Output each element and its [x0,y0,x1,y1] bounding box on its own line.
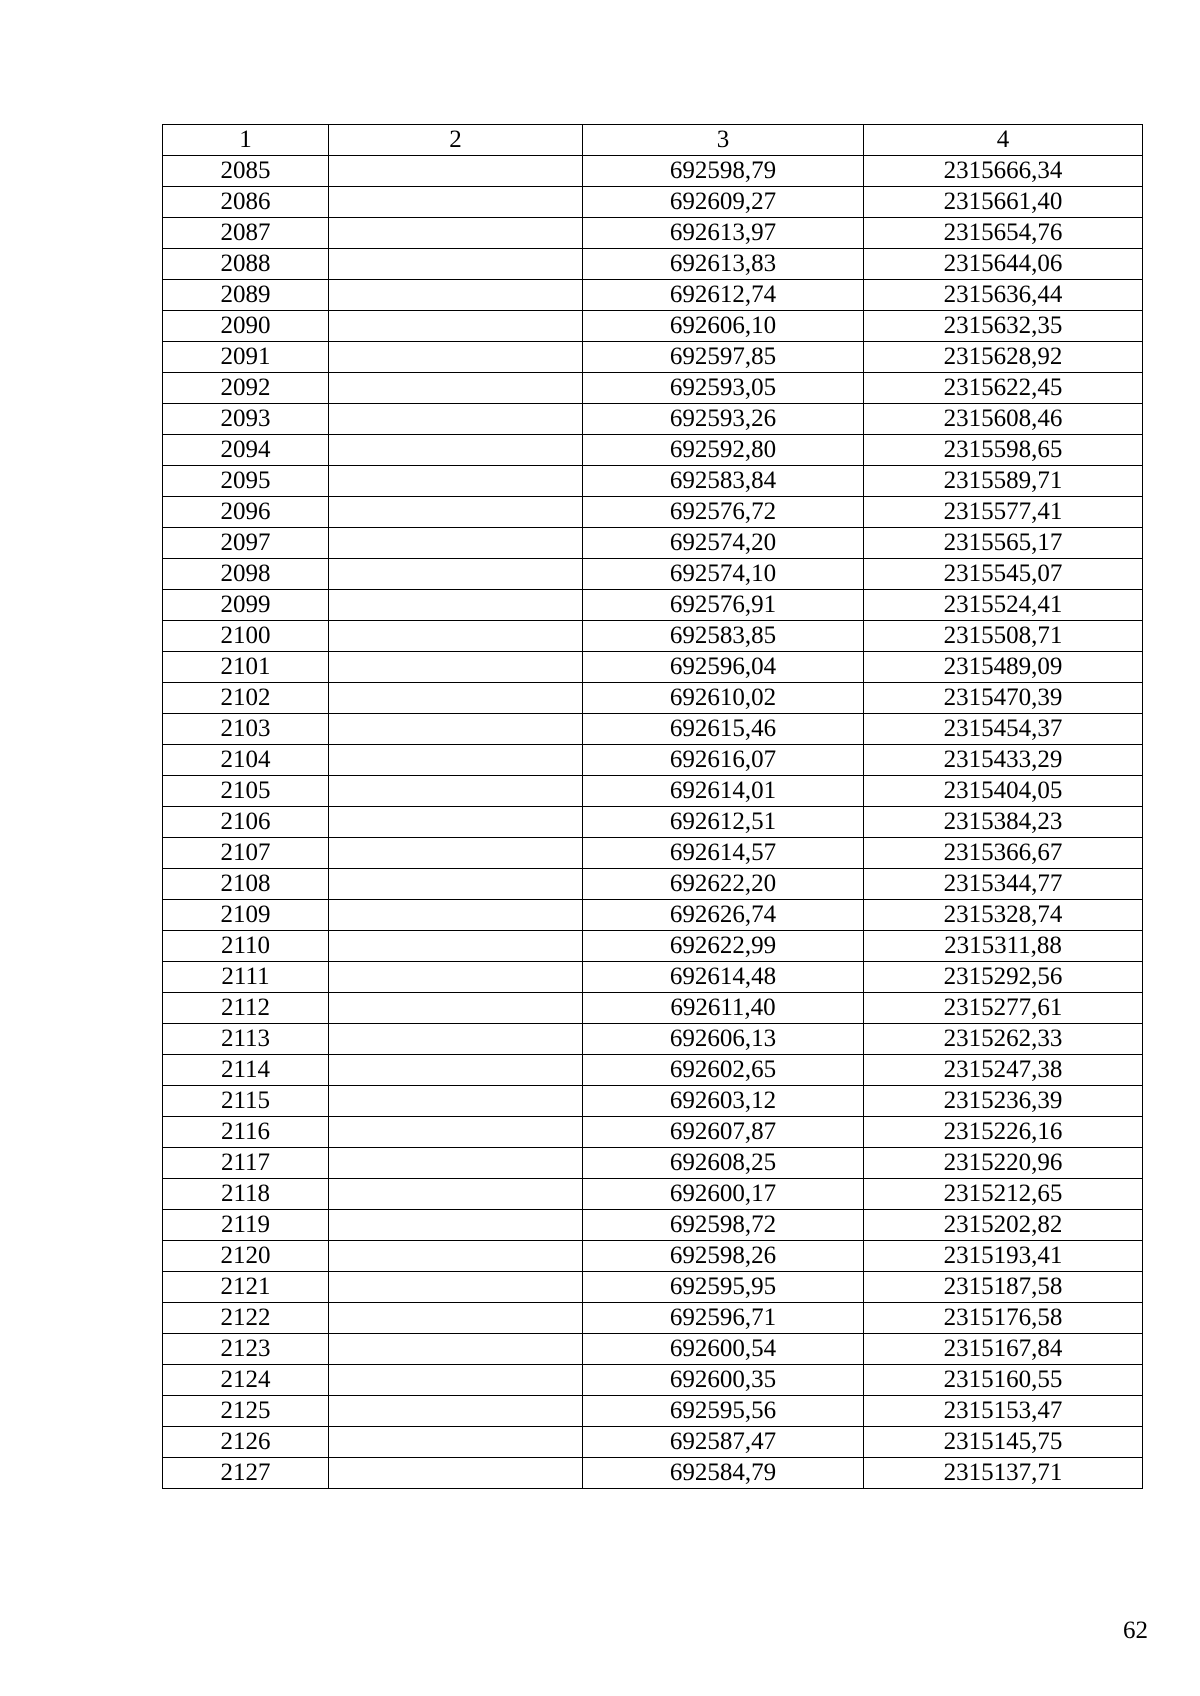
x-coordinate-cell: 692610,02 [583,683,864,714]
column-2-cell [329,187,583,218]
column-2-cell [329,156,583,187]
y-coordinate-cell: 2315160,55 [864,1365,1143,1396]
column-header-3: 3 [583,125,864,156]
x-coordinate-cell: 692596,71 [583,1303,864,1334]
table-row [163,1241,1143,1272]
point-number-cell: 2107 [163,838,329,869]
table-row [163,1210,1143,1241]
point-number-cell: 2122 [163,1303,329,1334]
table-row [163,342,1143,373]
column-2-cell [329,1427,583,1458]
point-number-cell: 2126 [163,1427,329,1458]
y-coordinate-cell: 2315328,74 [864,900,1143,931]
x-coordinate-cell: 692622,20 [583,869,864,900]
column-2-cell [329,1086,583,1117]
x-coordinate-cell: 692600,35 [583,1365,864,1396]
y-coordinate-cell: 2315212,65 [864,1179,1143,1210]
column-2-cell [329,1117,583,1148]
x-coordinate-cell: 692574,10 [583,559,864,590]
point-number-cell: 2117 [163,1148,329,1179]
point-number-cell: 2111 [163,962,329,993]
point-number-cell: 2090 [163,311,329,342]
y-coordinate-cell: 2315666,34 [864,156,1143,187]
x-coordinate-cell: 692600,17 [583,1179,864,1210]
y-coordinate-cell: 2315644,06 [864,249,1143,280]
column-2-cell [329,931,583,962]
column-2-cell [329,1396,583,1427]
y-coordinate-cell: 2315236,39 [864,1086,1143,1117]
column-2-cell [329,435,583,466]
point-number-cell: 2105 [163,776,329,807]
point-number-cell: 2098 [163,559,329,590]
point-number-cell: 2110 [163,931,329,962]
x-coordinate-cell: 692614,57 [583,838,864,869]
point-number-cell: 2121 [163,1272,329,1303]
page-number: 62 [1123,1617,1148,1644]
column-2-cell [329,714,583,745]
y-coordinate-cell: 2315628,92 [864,342,1143,373]
point-number-cell: 2085 [163,156,329,187]
x-coordinate-cell: 692609,27 [583,187,864,218]
table-row [163,745,1143,776]
table-row [163,962,1143,993]
point-number-cell: 2125 [163,1396,329,1427]
x-coordinate-cell: 692593,05 [583,373,864,404]
x-coordinate-cell: 692626,74 [583,900,864,931]
point-number-cell: 2100 [163,621,329,652]
table-body [163,156,1143,1489]
header-row [163,125,1143,156]
point-number-cell: 2088 [163,249,329,280]
table-row [163,280,1143,311]
column-2-cell [329,745,583,776]
y-coordinate-cell: 2315545,07 [864,559,1143,590]
column-2-cell [329,342,583,373]
coordinates-table [162,124,1143,1489]
point-number-cell: 2093 [163,404,329,435]
x-coordinate-cell: 692595,95 [583,1272,864,1303]
x-coordinate-cell: 692598,79 [583,156,864,187]
x-coordinate-cell: 692606,13 [583,1024,864,1055]
table-row [163,187,1143,218]
y-coordinate-cell: 2315384,23 [864,807,1143,838]
table-row [163,1024,1143,1055]
point-number-cell: 2115 [163,1086,329,1117]
y-coordinate-cell: 2315565,17 [864,528,1143,559]
column-2-cell [329,249,583,280]
x-coordinate-cell: 692598,26 [583,1241,864,1272]
x-coordinate-cell: 692602,65 [583,1055,864,1086]
point-number-cell: 2108 [163,869,329,900]
point-number-cell: 2112 [163,993,329,1024]
y-coordinate-cell: 2315366,67 [864,838,1143,869]
table-row [163,1365,1143,1396]
point-number-cell: 2101 [163,652,329,683]
x-coordinate-cell: 692596,04 [583,652,864,683]
table-row [163,714,1143,745]
point-number-cell: 2109 [163,900,329,931]
y-coordinate-cell: 2315277,61 [864,993,1143,1024]
y-coordinate-cell: 2315433,29 [864,745,1143,776]
x-coordinate-cell: 692614,48 [583,962,864,993]
column-2-cell [329,1148,583,1179]
table-row [163,1334,1143,1365]
y-coordinate-cell: 2315202,82 [864,1210,1143,1241]
point-number-cell: 2114 [163,1055,329,1086]
y-coordinate-cell: 2315167,84 [864,1334,1143,1365]
point-number-cell: 2118 [163,1179,329,1210]
point-number-cell: 2099 [163,590,329,621]
column-2-cell [329,776,583,807]
x-coordinate-cell: 692613,97 [583,218,864,249]
x-coordinate-cell: 692576,91 [583,590,864,621]
column-2-cell [329,993,583,1024]
x-coordinate-cell: 692611,40 [583,993,864,1024]
column-2-cell [329,1272,583,1303]
point-number-cell: 2113 [163,1024,329,1055]
point-number-cell: 2116 [163,1117,329,1148]
x-coordinate-cell: 692603,12 [583,1086,864,1117]
point-number-cell: 2106 [163,807,329,838]
y-coordinate-cell: 2315193,41 [864,1241,1143,1272]
table-row [163,559,1143,590]
x-coordinate-cell: 692616,07 [583,745,864,776]
x-coordinate-cell: 692576,72 [583,497,864,528]
point-number-cell: 2091 [163,342,329,373]
point-number-cell: 2119 [163,1210,329,1241]
table-row [163,807,1143,838]
y-coordinate-cell: 2315187,58 [864,1272,1143,1303]
y-coordinate-cell: 2315654,76 [864,218,1143,249]
table-row [163,1303,1143,1334]
column-header-2: 2 [329,125,583,156]
table-row [163,1396,1143,1427]
column-2-cell [329,404,583,435]
column-2-cell [329,900,583,931]
point-number-cell: 2104 [163,745,329,776]
table-row [163,590,1143,621]
table-row [163,1055,1143,1086]
column-2-cell [329,1365,583,1396]
x-coordinate-cell: 692612,51 [583,807,864,838]
point-number-cell: 2095 [163,466,329,497]
column-2-cell [329,683,583,714]
column-2-cell [329,1024,583,1055]
x-coordinate-cell: 692584,79 [583,1458,864,1489]
x-coordinate-cell: 692598,72 [583,1210,864,1241]
x-coordinate-cell: 692597,85 [583,342,864,373]
column-2-cell [329,1334,583,1365]
y-coordinate-cell: 2315176,58 [864,1303,1143,1334]
point-number-cell: 2124 [163,1365,329,1396]
x-coordinate-cell: 692612,74 [583,280,864,311]
x-coordinate-cell: 692593,26 [583,404,864,435]
x-coordinate-cell: 692600,54 [583,1334,864,1365]
column-2-cell [329,1241,583,1272]
point-number-cell: 2102 [163,683,329,714]
column-2-cell [329,652,583,683]
table-row [163,621,1143,652]
column-2-cell [329,497,583,528]
x-coordinate-cell: 692587,47 [583,1427,864,1458]
table-row [163,1117,1143,1148]
column-2-cell [329,1458,583,1489]
table-row [163,838,1143,869]
y-coordinate-cell: 2315145,75 [864,1427,1143,1458]
point-number-cell: 2127 [163,1458,329,1489]
column-2-cell [329,1055,583,1086]
y-coordinate-cell: 2315608,46 [864,404,1143,435]
table-row [163,373,1143,404]
y-coordinate-cell: 2315661,40 [864,187,1143,218]
table-row [163,776,1143,807]
x-coordinate-cell: 692615,46 [583,714,864,745]
point-number-cell: 2097 [163,528,329,559]
table-row [163,1179,1143,1210]
x-coordinate-cell: 692595,56 [583,1396,864,1427]
table-row [163,900,1143,931]
table-row [163,1427,1143,1458]
x-coordinate-cell: 692608,25 [583,1148,864,1179]
y-coordinate-cell: 2315454,37 [864,714,1143,745]
y-coordinate-cell: 2315344,77 [864,869,1143,900]
point-number-cell: 2096 [163,497,329,528]
point-number-cell: 2094 [163,435,329,466]
column-2-cell [329,559,583,590]
column-2-cell [329,218,583,249]
column-2-cell [329,962,583,993]
column-2-cell [329,1303,583,1334]
column-header-4: 4 [864,125,1143,156]
point-number-cell: 2092 [163,373,329,404]
table-row [163,311,1143,342]
table-row [163,466,1143,497]
y-coordinate-cell: 2315632,35 [864,311,1143,342]
y-coordinate-cell: 2315589,71 [864,466,1143,497]
table-row [163,404,1143,435]
y-coordinate-cell: 2315470,39 [864,683,1143,714]
table-row [163,683,1143,714]
table-row [163,652,1143,683]
table-row [163,435,1143,466]
table-row [163,218,1143,249]
point-number-cell: 2087 [163,218,329,249]
y-coordinate-cell: 2315577,41 [864,497,1143,528]
y-coordinate-cell: 2315598,65 [864,435,1143,466]
y-coordinate-cell: 2315262,33 [864,1024,1143,1055]
column-2-cell [329,807,583,838]
point-number-cell: 2123 [163,1334,329,1365]
y-coordinate-cell: 2315622,45 [864,373,1143,404]
x-coordinate-cell: 692583,85 [583,621,864,652]
y-coordinate-cell: 2315247,38 [864,1055,1143,1086]
y-coordinate-cell: 2315153,47 [864,1396,1143,1427]
table-row [163,1148,1143,1179]
table-row [163,931,1143,962]
table-row [163,1086,1143,1117]
y-coordinate-cell: 2315489,09 [864,652,1143,683]
column-2-cell [329,869,583,900]
y-coordinate-cell: 2315311,88 [864,931,1143,962]
x-coordinate-cell: 692592,80 [583,435,864,466]
column-2-cell [329,1179,583,1210]
y-coordinate-cell: 2315404,05 [864,776,1143,807]
x-coordinate-cell: 692583,84 [583,466,864,497]
table-row [163,528,1143,559]
point-number-cell: 2086 [163,187,329,218]
column-header-1: 1 [163,125,329,156]
y-coordinate-cell: 2315226,16 [864,1117,1143,1148]
x-coordinate-cell: 692606,10 [583,311,864,342]
table-row [163,1272,1143,1303]
y-coordinate-cell: 2315524,41 [864,590,1143,621]
column-2-cell [329,621,583,652]
column-2-cell [329,311,583,342]
table-row [163,1458,1143,1489]
column-2-cell [329,590,583,621]
table-row [163,249,1143,280]
table-row [163,497,1143,528]
y-coordinate-cell: 2315137,71 [864,1458,1143,1489]
point-number-cell: 2089 [163,280,329,311]
x-coordinate-cell: 692574,20 [583,528,864,559]
y-coordinate-cell: 2315508,71 [864,621,1143,652]
y-coordinate-cell: 2315292,56 [864,962,1143,993]
y-coordinate-cell: 2315220,96 [864,1148,1143,1179]
x-coordinate-cell: 692622,99 [583,931,864,962]
column-2-cell [329,838,583,869]
column-2-cell [329,466,583,497]
column-2-cell [329,373,583,404]
column-2-cell [329,280,583,311]
point-number-cell: 2120 [163,1241,329,1272]
x-coordinate-cell: 692607,87 [583,1117,864,1148]
column-2-cell [329,528,583,559]
table-row [163,156,1143,187]
y-coordinate-cell: 2315636,44 [864,280,1143,311]
x-coordinate-cell: 692614,01 [583,776,864,807]
table-row [163,869,1143,900]
column-2-cell [329,1210,583,1241]
table-row [163,993,1143,1024]
point-number-cell: 2103 [163,714,329,745]
x-coordinate-cell: 692613,83 [583,249,864,280]
table-header [163,125,1143,156]
